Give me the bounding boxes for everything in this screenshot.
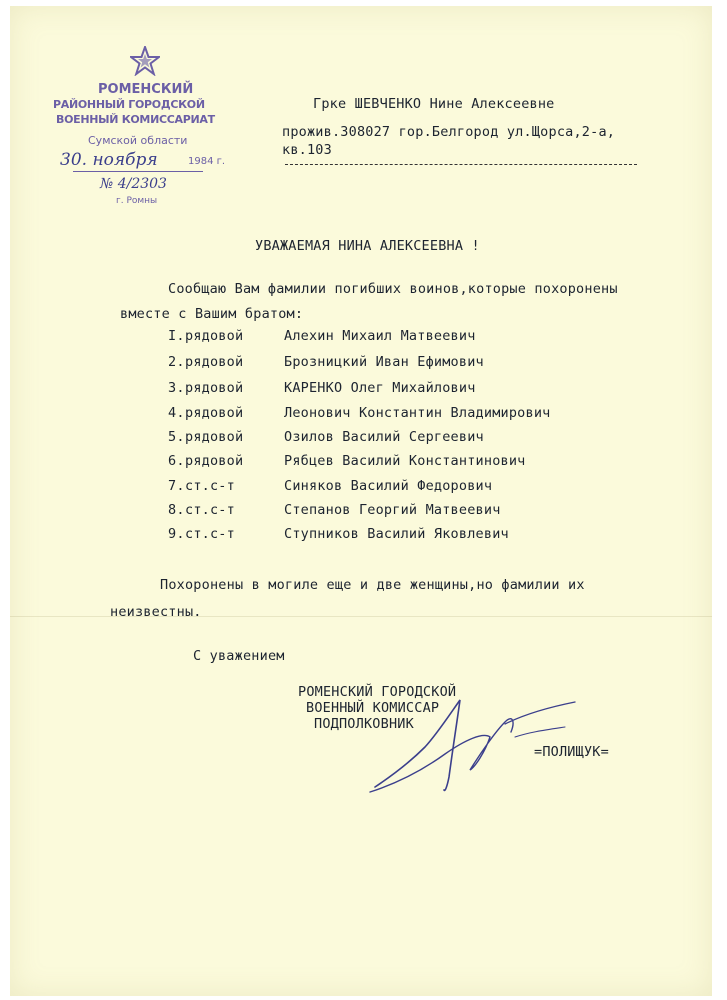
signatory-line-1: РОМЕНСКИЙ ГОРОДСКОЙ — [298, 684, 457, 700]
soldier-rank: ст.с-т — [185, 502, 235, 518]
addressee-address: прожив.308027 гор.Белгород ул.Щорса,2-а, — [282, 124, 616, 140]
intro-line-1: Сообщаю Вам фамилии погибших воинов,которые похоронены — [168, 281, 618, 297]
soldier-name: Брозницкий Иван Ефимович — [284, 354, 484, 370]
stamp-city: г. Ромны — [116, 196, 158, 206]
soldier-number: I. — [168, 328, 185, 344]
soldier-name: Синяков Василий Федорович — [284, 478, 493, 494]
soldier-name: Ступников Василий Яковлевич — [284, 526, 509, 542]
stamp-number-handwritten: № 4/2303 — [100, 176, 167, 192]
signatory-line-3: ПОДПОЛКОВНИК — [314, 716, 414, 732]
soldier-number: 8. — [168, 502, 185, 518]
star-emblem-icon — [130, 46, 160, 76]
soldier-name: Озилов Василий Сергеевич — [284, 429, 484, 445]
closing-line-1: Похоронены в могиле еще и две женщины,но фамилии их — [160, 577, 585, 593]
signatory-line-2: ВОЕННЫЙ КОМИССАР — [306, 700, 440, 716]
soldier-rank: рядовой — [185, 380, 244, 396]
soldier-number: 7. — [168, 478, 185, 494]
soldier-name: Рябцев Василий Константинович — [284, 453, 526, 469]
soldier-number: 6. — [168, 453, 185, 469]
stamp-line-3: ВОЕННЫЙ КОМИССАРИАТ — [56, 113, 215, 126]
commissariat-stamp — [48, 46, 248, 221]
soldier-rank: ст.с-т — [185, 526, 235, 542]
closing-line-2: неизвестны. — [110, 604, 202, 620]
soldier-name: Алехин Михаил Матвеевич — [284, 328, 476, 344]
soldier-name: КАРЕНКО Олег Михайлович — [284, 380, 476, 396]
signature-icon — [365, 692, 585, 802]
regards: С уважением — [193, 648, 285, 664]
stamp-line-4: Сумской области — [88, 134, 188, 147]
letter-sheet — [10, 6, 712, 996]
addressee-apartment: кв.103 — [282, 142, 332, 158]
soldier-rank: рядовой — [185, 453, 244, 469]
soldier-number: 2. — [168, 354, 185, 370]
stamp-line-2: РАЙОННЫЙ ГОРОДСКОЙ — [53, 98, 205, 111]
soldier-rank: рядовой — [185, 405, 244, 421]
soldier-name: Степанов Георгий Матвеевич — [284, 502, 501, 518]
soldier-number: 9. — [168, 526, 185, 542]
stamp-line-1: РОМЕНСКИЙ — [98, 82, 194, 97]
soldier-number: 5. — [168, 429, 185, 445]
soldier-number: 4. — [168, 405, 185, 421]
soldier-rank: ст.с-т — [185, 478, 235, 494]
address-underline — [285, 164, 637, 165]
soldier-rank: рядовой — [185, 429, 244, 445]
stamp-rule — [73, 171, 203, 172]
soldier-name: Леонович Константин Владимирович — [284, 405, 551, 421]
stamp-year: 1984 г. — [188, 156, 226, 167]
addressee-name: Грке ШЕВЧЕНКО Нине Алексеевне — [313, 96, 555, 112]
soldier-rank: рядовой — [185, 354, 244, 370]
intro-line-2: вместе с Вашим братом: — [120, 306, 304, 322]
stamp-date-handwritten: 30. ноября — [60, 150, 158, 170]
signatory-surname: =ПОЛИЩУК= — [534, 744, 609, 760]
soldier-number: 3. — [168, 380, 185, 396]
soldier-rank: рядовой — [185, 328, 244, 344]
salutation: УВАЖАЕМАЯ НИНА АЛЕКСЕЕВНА ! — [255, 238, 480, 254]
